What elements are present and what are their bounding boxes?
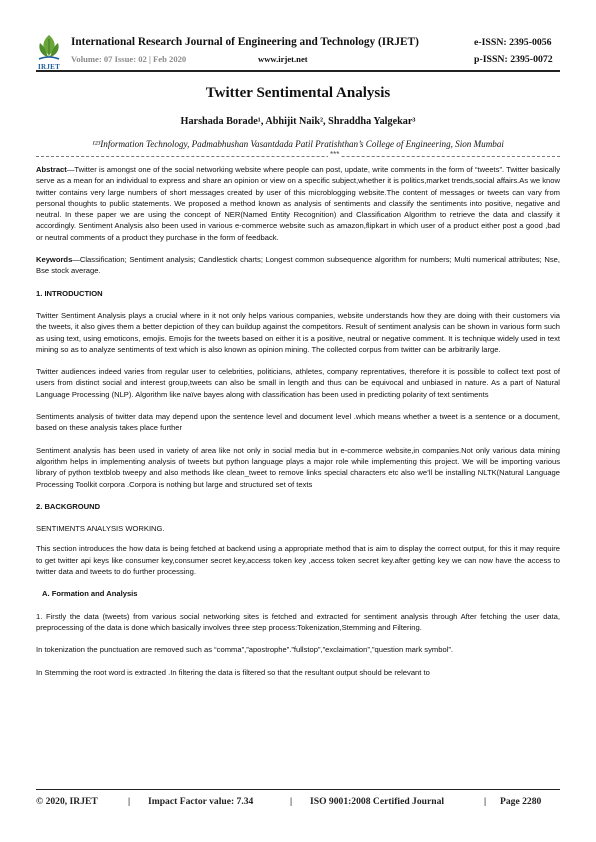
section-heading-background: 2. BACKGROUND — [36, 501, 101, 511]
footer-page-number: Page 2280 — [500, 796, 542, 807]
journal-website-link[interactable]: www.irjet.net — [258, 54, 308, 64]
footer-impact-factor: Impact Factor value: 7.34 — [148, 796, 254, 807]
footer-copyright: © 2020, IRJET — [36, 796, 98, 807]
keywords-label: Keywords — [36, 255, 73, 265]
formation-paragraph-3: In Stemming the root word is extracted .In filtering the data is filtered so that the resultant output should be relevant to — [36, 667, 430, 677]
separator-line — [36, 151, 560, 161]
keywords-text: —Classification; Sentiment analysis; Candlestick charts; Longest common subsequence algorithm for numbers; Multi numerical attributes; Nse, Bse stock average. — [36, 255, 560, 276]
intro-paragraph-1: Twitter Sentiment Analysis plays a crucial where in it not only helps various companies, website understands how they are doing with their customers via the tweets, it also gives them a better depiction of they can buildup against the competitors. Result of sentiment analysis can be shown in various form such as using text, using emoticons, emojis. Emojis for the tweets based on either it is a positive, neutral or negative comment. It is technique widely used in text mining so as to analyze sentiments of text which is also known as opinion mining. The collected corpus from twitter can be arbitrarily large. — [36, 310, 560, 354]
formation-paragraph-1: 1. Firstly the data (tweets) from various social networking sites is fetched and extracted for sentiment analysis through After fetching the user data, preprocessing of the data is done which basically involves three step process:Tokenization,Stemming and Filtering. — [36, 611, 560, 632]
footer-rule — [36, 789, 560, 790]
header-rule — [36, 70, 560, 72]
volume-issue: Volume: 07 Issue: 02 | Feb 2020 — [71, 54, 187, 64]
formation-paragraph-2: In tokenization the punctuation are removed such as “comma”,”apostrophe”.”fullstop”,”exclaimation”,”question mark symbol”. — [36, 645, 453, 655]
e-issn: e-ISSN: 2395-0056 — [474, 37, 552, 48]
section-heading-introduction: 1. INTRODUCTION — [36, 288, 103, 298]
page-footer — [36, 796, 560, 810]
keywords — [36, 254, 560, 277]
paper-title: Twitter Sentimental Analysis — [205, 85, 391, 101]
intro-paragraph-3: Sentiments analysis of twitter data may depend upon the sentence level and document level .which means whether a tweet is a sentence or a document, based on these analysis takes place further — [36, 412, 560, 433]
abstract-label: Abstract — [36, 165, 67, 174]
paper-authors: Harshada Borade¹, Abhijit Naik², Shraddha Yalgekar³ — [180, 116, 416, 127]
journal-title: International Research Journal of Engineering and Technology (IRJET) — [71, 36, 419, 48]
footer-iso: ISO 9001:2008 Certified Journal — [310, 796, 445, 807]
separator-dashes — [36, 156, 560, 157]
footer-separator: | — [484, 796, 487, 807]
intro-paragraph-2: Twitter audiences indeed varies from regular user to celebrities, politicians, athletes, company reprentatives, therefore it is possible to collect text post of users from distinct social and interest group,tweets can also be small in length and thus can be equivocal and unbiased in nature. As a part of Natural Language Processing (NLP). Algorithm like naïve bayes along with classification has been used in predicting polarity of text sentiments — [36, 367, 560, 399]
paper-affiliation: ¹²³Information Technology, Padmabhushan Vasantdada Patil Pratishthan’s College of Engineering, Sion Mumbai — [92, 139, 504, 149]
subsection-heading-formation: A. Formation and Analysis — [42, 589, 138, 599]
footer-separator: | — [128, 796, 131, 807]
logo-text: IRJET — [37, 63, 61, 71]
p-issn: p-ISSN: 2395-0072 — [474, 54, 553, 65]
intro-paragraph-4: Sentiment analysis has been used in variety of area like not only in social media but in e-commerce website,in companies.Not only various data mining algorithm helps in implementing analysis of tweets but python language plays a major role while implementing this project. We will be importing various library of python textblob tweepy and also methods like clean_tweet to remove links special characters etc also we’ll be installing NLTK(Natural Language Processing Toolkit corpora .Corpora is nothing but large and structured set of texts — [36, 445, 560, 489]
paper-body — [36, 164, 560, 689]
abstract-text: —Twitter is amongst one of the social networking website where people can post, update, write comments in the form of “tweets”. Twitter basically serve as a mean for an individual to express and share an opinion or view on a specific subject,whether it is politics,market trends,social affairs.As we know twitter contains very large numbers of short messages created by user of this microblogging website.The content of messages or tweets can vary from personal thoughts to public statements. We proposed a method known as analysis of sentiments and classify the sentiments into positive, negative and neutral. In these paper we are using the concept of NER(Named Entity Recognition) and Classification Algorithm to retrieve the data and classify it accordingly. Sentiment Analysis also been used in various e-commerce website such as amazon,flipkart in which user of a product either post a good ,bad or neutral comments of a product they purchase in the form of feedback. — [36, 165, 560, 242]
footer-separator: | — [290, 796, 293, 807]
abstract — [36, 164, 560, 243]
background-paragraph-1: This section introduces the how data is being fetched at backend using a appropriate method that is aim to display the correct output, for this it may require to get twitter api keys like consumer key,consumer secret key,access token key ,access token secret key.after getting key we can now have the access to twitter data and tweets to do further processing. — [36, 544, 560, 577]
background-subheading: SENTIMENTS ANALYSIS WORKING. — [36, 524, 165, 534]
separator-stars: *** — [330, 151, 340, 159]
irjet-leaf-logo-icon — [36, 33, 62, 67]
